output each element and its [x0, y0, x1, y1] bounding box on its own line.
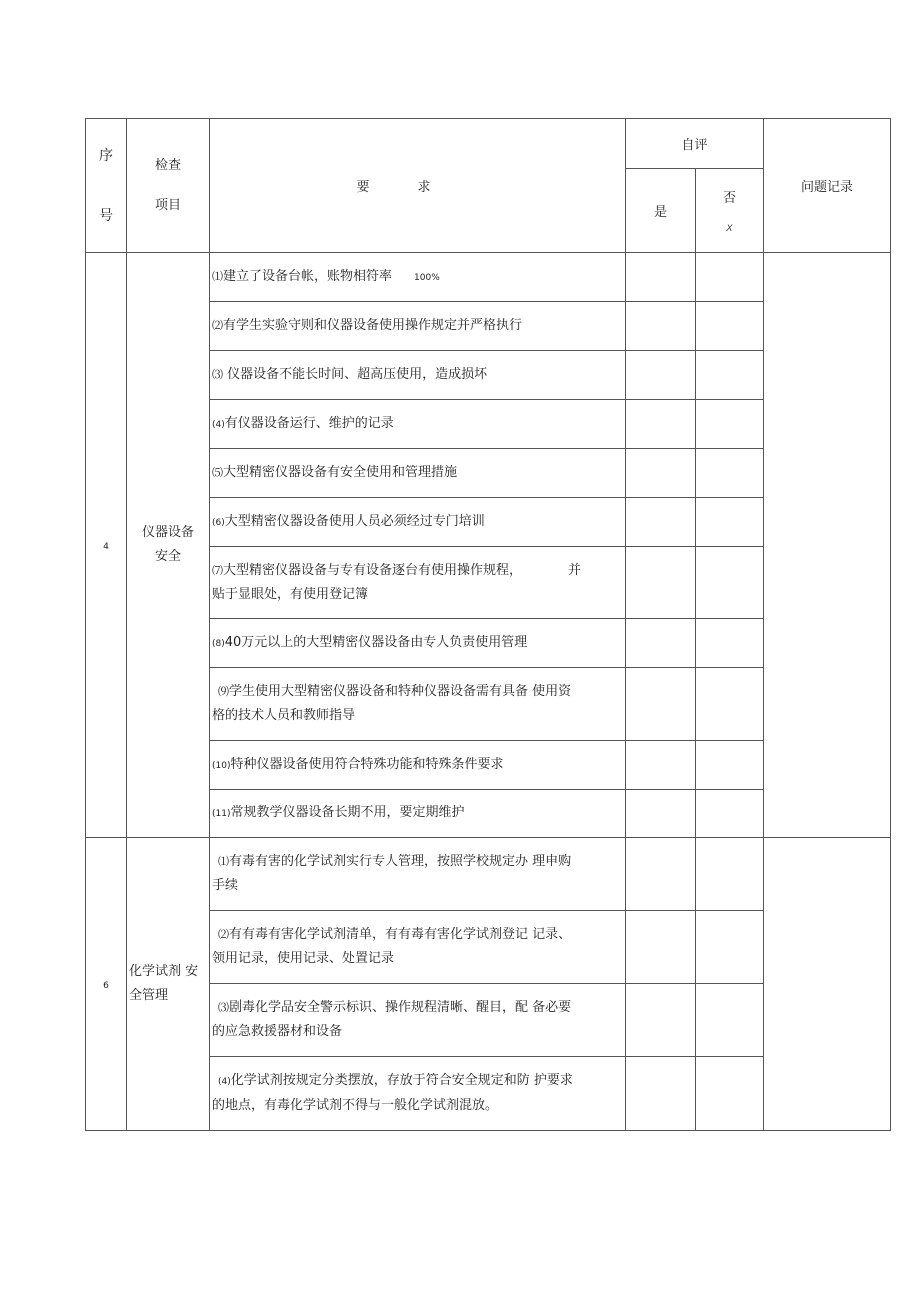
notes-cell[interactable]: [764, 838, 891, 1131]
section-item-line1: 仪器设备: [141, 525, 194, 540]
no-checkbox-cell[interactable]: [696, 302, 764, 351]
table-row: [86, 253, 891, 302]
requirement-number: (11): [212, 809, 231, 819]
requirement-text: 剧毒化学品安全警示标识、操作规程清晰、醒目，配 备必要: [229, 1000, 572, 1015]
requirement-text: 大型精密仪器设备与专有设备逐台有使用操作规程，: [223, 562, 523, 578]
requirement-text-line2: 贴于显眼处，有使用登记簿: [212, 586, 369, 602]
yes-checkbox-cell[interactable]: [626, 668, 696, 741]
header-no-mark: X: [726, 224, 733, 234]
header-self-eval: 自评: [626, 119, 764, 169]
section-item-line2: 安全: [154, 549, 181, 564]
header-no: [696, 169, 764, 253]
requirement-percent: 100%: [414, 272, 440, 283]
requirement-cell: [210, 449, 626, 498]
requirement-text: 大型精密仪器设备使用人员必须经过专门培训: [224, 513, 485, 529]
requirement-cell: [210, 741, 626, 790]
no-checkbox-cell[interactable]: [696, 838, 764, 911]
section-seq: [86, 838, 127, 1131]
requirement-text: 40万元以上的大型精密仪器设备由专人负责使用管理: [224, 634, 528, 650]
header-notes: 问题记录: [764, 119, 891, 253]
yes-checkbox-cell[interactable]: [626, 790, 696, 838]
requirement-number: (4): [218, 1077, 231, 1087]
section-seq: [86, 253, 127, 838]
no-checkbox-cell[interactable]: [696, 351, 764, 400]
requirement-number: ⑴: [212, 269, 223, 283]
requirement-cell: [210, 302, 626, 351]
requirement-cell: [210, 911, 626, 984]
requirement-cell: [210, 547, 626, 619]
requirement-cell: [210, 400, 626, 449]
no-checkbox-cell[interactable]: [696, 253, 764, 302]
section-seq-number: 4: [103, 541, 109, 552]
requirement-text: 有毒有害的化学试剂实行专人管理，按照学校规定办 理申购: [229, 854, 572, 869]
requirement-text-line2: 领用记录，使用记录、处置记录: [212, 951, 395, 966]
requirement-text: 化学试剂按规定分类摆放，存放于符合安全规定和防 护要求: [230, 1073, 573, 1088]
table-row: [86, 838, 891, 911]
no-checkbox-cell[interactable]: [696, 741, 764, 790]
requirement-number: ⑶: [212, 368, 223, 381]
requirement-cell: [210, 838, 626, 911]
yes-checkbox-cell[interactable]: [626, 253, 696, 302]
requirement-cell: [210, 619, 626, 668]
no-checkbox-cell[interactable]: [696, 547, 764, 619]
yes-checkbox-cell[interactable]: [626, 400, 696, 449]
requirement-number: ⑵: [218, 928, 229, 941]
no-checkbox-cell[interactable]: [696, 911, 764, 984]
requirement-text: 建立了设备台帐，账物相符率: [223, 268, 393, 284]
yes-checkbox-cell[interactable]: [626, 547, 696, 619]
header-requirement: 要求: [210, 119, 626, 253]
no-checkbox-cell[interactable]: [696, 498, 764, 547]
header-item-top: 检查: [154, 157, 181, 173]
header-item-bottom: 项目: [154, 197, 181, 213]
no-checkbox-cell[interactable]: [696, 984, 764, 1057]
yes-checkbox-cell[interactable]: [626, 302, 696, 351]
header-item: [127, 119, 210, 253]
section-item: [127, 838, 210, 1131]
section-item-line2: 全管理: [129, 988, 169, 1003]
yes-checkbox-cell[interactable]: [626, 911, 696, 984]
requirement-text: 仪器设备不能长时间、超高压使用，造成损坏: [223, 367, 488, 382]
requirement-number: (6): [212, 517, 225, 528]
header-seq-top: 序: [99, 147, 113, 164]
requirement-text: 有有毒有害化学试剂清单，有有毒有害化学试剂登记 记录、: [229, 927, 572, 942]
yes-checkbox-cell[interactable]: [626, 838, 696, 911]
requirement-text: 有仪器设备运行、维护的记录: [224, 415, 394, 431]
requirement-cell: [210, 790, 626, 838]
requirement-cell: [210, 498, 626, 547]
no-checkbox-cell[interactable]: [696, 400, 764, 449]
yes-checkbox-cell[interactable]: [626, 1057, 696, 1131]
requirement-text-line2: 格的技术人员和教师指导: [212, 708, 356, 723]
requirement-text-line2: 的应急救援器材和设备: [212, 1024, 343, 1039]
yes-checkbox-cell[interactable]: [626, 449, 696, 498]
yes-checkbox-cell[interactable]: [626, 984, 696, 1057]
header-yes: 是: [626, 169, 696, 253]
requirement-number: ⑼: [218, 685, 229, 698]
requirement-text: 大型精密仪器设备有安全使用和管理措施: [223, 465, 458, 480]
requirement-number: ⑶: [218, 1001, 229, 1014]
requirement-number: ⑺: [212, 563, 223, 577]
header-seq: [86, 119, 127, 253]
requirement-cell: [210, 1057, 626, 1131]
requirement-text-line2: 的地点，有毒化学试剂不得与一般化学试剂混放。: [212, 1098, 499, 1113]
requirement-text-tail: 并: [568, 562, 582, 578]
yes-checkbox-cell[interactable]: [626, 498, 696, 547]
requirement-text: 特种仪器设备使用符合特殊功能和特殊条件要求: [230, 756, 504, 772]
header-no-label: 否: [723, 191, 737, 206]
requirement-number: ⑴: [218, 855, 229, 868]
requirement-text: 常规教学仪器设备长期不用，要定期维护: [230, 805, 465, 820]
requirement-number: (10): [212, 760, 231, 771]
section-item-line1: 化学试剂 安: [129, 964, 199, 979]
requirement-cell: [210, 668, 626, 741]
no-checkbox-cell[interactable]: [696, 619, 764, 668]
no-checkbox-cell[interactable]: [696, 790, 764, 838]
section-seq-number: 6: [103, 980, 109, 991]
no-checkbox-cell[interactable]: [696, 449, 764, 498]
yes-checkbox-cell[interactable]: [626, 619, 696, 668]
requirement-number: (8): [212, 638, 225, 649]
requirement-cell: [210, 253, 626, 302]
inspection-table: [85, 118, 891, 1131]
section-item: [127, 253, 210, 838]
requirement-number: ⑵: [212, 319, 223, 332]
requirement-text-line2: 手续: [212, 878, 239, 893]
requirement-number: (4): [212, 419, 225, 430]
yes-checkbox-cell[interactable]: [626, 741, 696, 790]
notes-cell[interactable]: [764, 253, 891, 838]
no-checkbox-cell[interactable]: [696, 668, 764, 741]
header-seq-bottom: 号: [99, 207, 113, 224]
yes-checkbox-cell[interactable]: [626, 351, 696, 400]
requirement-cell: [210, 984, 626, 1057]
requirement-text: 有学生实验守则和仪器设备使用操作规定并严格执行: [223, 318, 523, 333]
requirement-text: 学生使用大型精密仪器设备和特种仪器设备需有具备 使用资: [229, 684, 572, 699]
no-checkbox-cell[interactable]: [696, 1057, 764, 1131]
requirement-number: ⑸: [212, 466, 223, 479]
requirement-cell: [210, 351, 626, 400]
